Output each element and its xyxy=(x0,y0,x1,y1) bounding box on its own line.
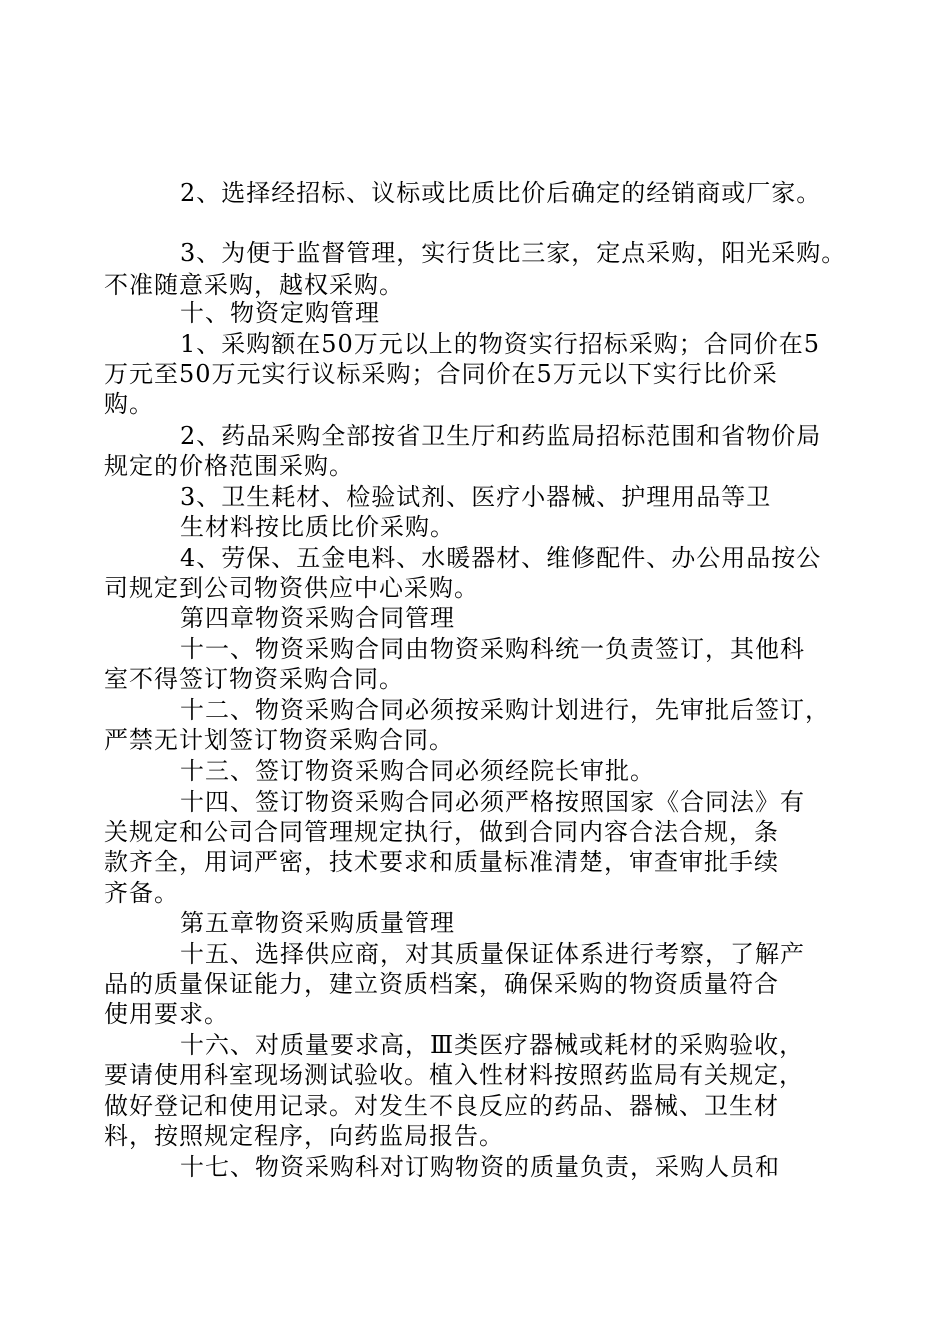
text-line: 款齐全，用词严密，技术要求和质量标准清楚，审查审批手续 xyxy=(104,848,779,876)
text-line: 要请使用科室现场测试验收。植入性材料按照药监局有关规定， xyxy=(104,1061,804,1089)
text-line: 2、选择经招标、议标或比质比价后确定的经销商或厂家。 xyxy=(180,179,822,207)
text-line: 十四、签订物资采购合同必须严格按照国家《合同法》有 xyxy=(180,788,805,816)
text-line: 4、劳保、五金电料、水暖器材、维修配件、办公用品按公 xyxy=(180,544,822,572)
text-line: 规定的价格范围采购。 xyxy=(104,452,354,480)
section-heading: 十、物资定购管理 xyxy=(180,299,380,327)
text-line: 十三、签订物资采购合同必须经院长审批。 xyxy=(180,757,655,785)
text-line: 生材料按比质比价采购。 xyxy=(180,513,455,541)
text-line: 齐备。 xyxy=(104,879,179,907)
text-line: 关规定和公司合同管理规定执行，做到合同内容合法合规，条 xyxy=(104,818,779,846)
text-line: 料，按照规定程序，向药监局报告。 xyxy=(104,1122,504,1150)
text-line: 十七、物资采购科对订购物资的质量负责，采购人员和 xyxy=(180,1153,780,1181)
text-line: 不准随意采购，越权采购。 xyxy=(104,271,404,299)
chapter-heading: 第五章物资采购质量管理 xyxy=(180,909,455,937)
text-line: 十二、物资采购合同必须按采购计划进行，先审批后签订， xyxy=(180,696,830,724)
text-line: 十五、选择供应商，对其质量保证体系进行考察，了解产 xyxy=(180,940,805,968)
text-line: 司规定到公司物资供应中心采购。 xyxy=(104,574,479,602)
text-line: 品的质量保证能力，建立资质档案，确保采购的物资质量符合 xyxy=(104,970,779,998)
text-line: 严禁无计划签订物资采购合同。 xyxy=(104,726,454,754)
text-line: 3、卫生耗材、检验试剂、医疗小器械、护理用品等卫 xyxy=(180,483,772,511)
text-line: 购。 xyxy=(104,390,154,418)
text-line: 做好登记和使用记录。对发生不良反应的药品、器械、卫生材 xyxy=(104,1092,779,1120)
text-line: 2、药品采购全部按省卫生厅和药监局招标范围和省物价局 xyxy=(180,422,822,450)
text-line: 使用要求。 xyxy=(104,1000,229,1028)
chapter-heading: 第四章物资采购合同管理 xyxy=(180,604,455,632)
text-line: 1、采购额在50万元以上的物资实行招标采购；合同价在5 xyxy=(180,330,821,358)
text-line: 3、为便于监督管理，实行货比三家，定点采购，阳光采购。 xyxy=(180,239,847,267)
text-line: 十一、物资采购合同由物资采购科统一负责签订，其他科 xyxy=(180,635,805,663)
text-line: 十六、对质量要求高，Ⅲ类医疗器械或耗材的采购验收， xyxy=(180,1031,805,1059)
text-line: 室不得签订物资采购合同。 xyxy=(104,665,404,693)
text-line: 万元至50万元实行议标采购；合同价在5万元以下实行比价采 xyxy=(104,360,778,388)
